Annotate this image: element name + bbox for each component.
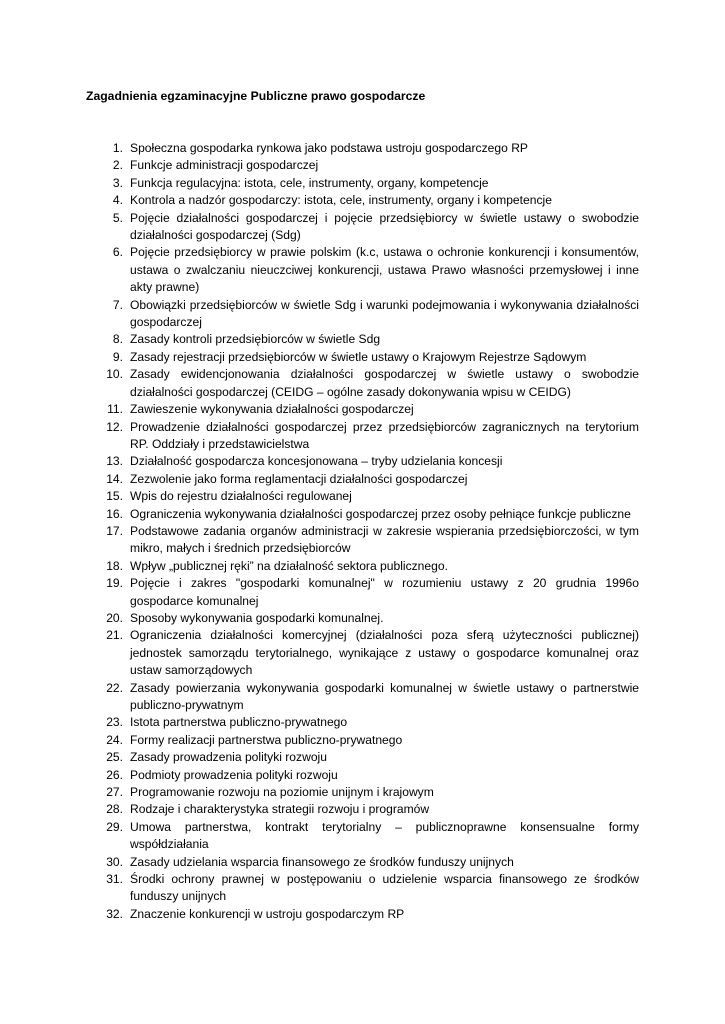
list-item-number: 10. — [106, 367, 123, 382]
list-item-text: Rodzaje i charakterystyka strategii rozwoju i programów — [130, 802, 430, 817]
list-item-text: Zasady kontroli przedsiębiorców w świetle Sdg — [130, 332, 381, 347]
list-item — [87, 610, 639, 627]
list-item-text: Istota partnerstwa publiczno-prywatnego — [130, 715, 348, 730]
list-item — [87, 192, 639, 209]
list-item-text: Funkcja regulacyjna: istota, cele, instrumenty, organy, kompetencje — [130, 175, 489, 190]
list-item — [87, 244, 639, 296]
list-item-number: 2. — [112, 158, 123, 173]
list-item — [87, 575, 639, 610]
list-item-text: Formy realizacji partnerstwa publiczno-prywatnego — [130, 732, 403, 747]
list-item-number: 5. — [112, 210, 123, 225]
list-item — [87, 767, 639, 784]
list-item-text: Ograniczenia działalności komercyjnej (działalności poza sferą użyteczności publicznej) jednostek samorządu terytorialnego, wynikające z ustawy o gospodarce komunalnej oraz ustaw samorządowych — [130, 628, 639, 678]
document-title: Zagadnienia egzaminacyjne Publiczne prawo gospodarcze — [86, 89, 426, 103]
list-item-number: 26. — [106, 767, 123, 782]
list-item-number: 11. — [107, 402, 123, 417]
list-item-number: 22. — [106, 680, 123, 695]
list-item-text: Znaczenie konkurencji w ustroju gospodarczym RP — [130, 906, 405, 921]
list-item-number: 6. — [112, 245, 123, 260]
list-item-number: 20. — [106, 610, 123, 625]
list-item-number: 30. — [106, 854, 123, 869]
list-item-text: Zasady prowadzenia polityki rozwoju — [130, 750, 327, 765]
list-item-text: Funkcje administracji gospodarczej — [130, 158, 319, 173]
list-item-text: Obowiązki przedsiębiorców w świetle Sdg i warunki podejmowania i wykonywania działalności gospodarczej — [130, 297, 639, 330]
list-item-text: Wpływ „publicznej ręki” na działalność sektora publicznego. — [130, 558, 448, 573]
list-item-number: 8. — [112, 332, 123, 347]
list-item — [87, 349, 639, 366]
list-item-text: Pojęcie działalności gospodarczej i pojęcie przedsiębiorcy w świetle ustawy o swobodzie działalności gospodarczej (Sdg) — [130, 210, 639, 243]
list-item-text: Pojęcie przedsiębiorcy w prawie polskim (k.c, ustawa o ochronie konkurencji i konsumentów, ustawa o zwalczaniu nieuczciwej konkurencji, ustawa Prawo własności przemysłowej i inne akty prawne) — [130, 245, 639, 295]
list-item-text: Podstawowe zadania organów administracji w zakresie wspierania przedsiębiorczości, w tym mikro, małych i średnich przedsiębiorców — [130, 523, 639, 556]
list-item-number: 28. — [106, 802, 123, 817]
list-item-text: Programowanie rozwoju na poziomie unijnym i krajowym — [130, 785, 434, 800]
list-item — [87, 331, 639, 348]
list-item — [87, 175, 639, 192]
list-item-text: Zasady udzielania wsparcia finansowego ze środków funduszy unijnych — [130, 854, 514, 869]
list-item — [87, 210, 639, 245]
list-item-number: 18. — [106, 558, 123, 573]
list-item-number: 19. — [106, 576, 123, 591]
list-item-number: 24. — [106, 732, 123, 747]
list-item — [87, 140, 639, 157]
list-item — [87, 506, 639, 523]
list-item — [87, 749, 639, 766]
list-item-number: 32. — [106, 906, 123, 921]
list-item-text: Społeczna gospodarka rynkowa jako podstawa ustroju gospodarczego RP — [130, 141, 528, 155]
list-item-text: Sposoby wykonywania gospodarki komunalnej. — [130, 610, 384, 625]
list-item-number: 4. — [112, 193, 123, 208]
list-item-number: 16. — [106, 506, 123, 521]
list-item — [87, 680, 639, 715]
list-item-text: Zasady powierzania wykonywania gospodarki komunalnej w świetle ustawy o partnerstwie publiczno-prywatnym — [130, 680, 639, 712]
list-item — [87, 401, 639, 418]
list-item — [87, 714, 639, 731]
list-item-number: 14. — [106, 471, 123, 486]
list-item-text: Zasady rejestracji przedsiębiorców w świetle ustawy o Krajowym Rejestrze Sądowym — [130, 349, 587, 364]
list-item — [87, 801, 639, 818]
list-item — [87, 366, 639, 401]
list-item-number: 15. — [106, 489, 123, 504]
list-item-number: 31. — [106, 872, 123, 887]
list-item-number: 29. — [106, 819, 123, 834]
list-item — [87, 488, 639, 505]
list-item — [87, 819, 639, 854]
list-item-number: 13. — [106, 454, 123, 469]
list-item-number: 12. — [106, 419, 123, 434]
list-item — [87, 157, 639, 174]
list-item — [87, 871, 639, 906]
list-item — [87, 906, 639, 923]
list-item-text: Wpis do rejestru działalności regulowanej — [130, 489, 352, 504]
list-item-number: 1. — [112, 141, 123, 155]
list-item — [87, 523, 639, 558]
list-item-number: 7. — [112, 297, 123, 312]
list-item — [87, 627, 639, 679]
list-item-text: Zasady ewidencjonowania działalności gospodarczej w świetle ustawy o swobodzie działalności gospodarczej (CEIDG – ogólne zasady dokonywania wpisu w CEIDG) — [130, 367, 639, 399]
list-item-number: 9. — [112, 349, 123, 364]
list-item-number: 25. — [106, 750, 123, 765]
list-item — [87, 854, 639, 871]
list-item — [87, 453, 639, 470]
list-item-text: Pojęcie i zakres "gospodarki komunalnej" w rozumieniu ustawy z 20 grudnia 1996o gospodarce komunalnej — [130, 576, 639, 608]
list-item-text: Ograniczenia wykonywania działalności gospodarczej przez osoby pełniące funkcje publiczne — [130, 506, 631, 521]
list-item-text: Kontrola a nadzór gospodarczy: istota, cele, instrumenty, organy i kompetencje — [130, 193, 552, 208]
list-item-text: Zawieszenie wykonywania działalności gospodarczej — [130, 402, 414, 417]
list-item-text: Działalność gospodarcza koncesjonowana – tryby udzielania koncesji — [130, 454, 503, 469]
list-item-number: 17. — [106, 523, 123, 538]
list-item-text: Prowadzenie działalności gospodarczej przez przedsiębiorców zagranicznych na terytorium RP. Oddziały i przedstawicielstwa — [130, 419, 639, 451]
list-item — [87, 784, 639, 801]
list-item — [87, 471, 639, 488]
list-item — [87, 732, 639, 749]
list-item-text: Podmioty prowadzenia polityki rozwoju — [130, 767, 338, 782]
list-item-text: Zezwolenie jako forma reglamentacji działalności gospodarczej — [130, 471, 468, 486]
list-item-number: 3. — [112, 175, 123, 190]
list-item — [87, 558, 639, 575]
list-item-number: 21. — [106, 628, 123, 643]
list-item-text: Umowa partnerstwa, kontrakt terytorialny – publicznoprawne konsensualne formy współdziałania — [130, 819, 639, 852]
list-item — [87, 297, 639, 332]
exam-topics-list — [87, 140, 639, 923]
list-item-number: 23. — [106, 715, 123, 730]
list-item — [87, 419, 639, 454]
list-item-number: 27. — [106, 785, 123, 800]
list-item-text: Środki ochrony prawnej w postępowaniu o udzielenie wsparcia finansowego ze środków funduszy unijnych — [130, 872, 639, 904]
